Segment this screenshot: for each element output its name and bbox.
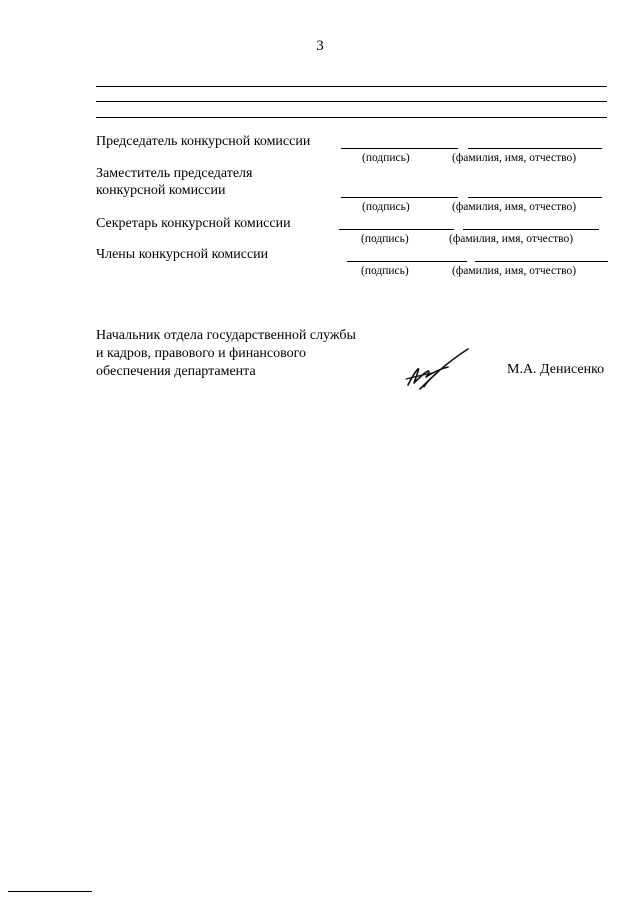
deputy-signature-caption: (подпись) [362, 201, 410, 213]
signer-position-line1: Начальник отдела государственной службы [96, 328, 356, 343]
secretary-label: Секретарь конкурсной комиссии [96, 216, 291, 231]
members-name-caption: (фамилия, имя, отчество) [452, 265, 577, 277]
deputy-label-line2: конкурсной комиссии [96, 183, 226, 198]
page-number: 3 [316, 38, 324, 54]
signer-position-line3: обеспечения департамента [96, 364, 256, 379]
signer-name: М.А. Денисенко [507, 362, 605, 377]
deputy-signature-blank [341, 197, 458, 198]
deputy-name-blank [468, 197, 602, 198]
deputy-name-caption: (фамилия, имя, отчество) [452, 201, 577, 213]
signer-position [96, 327, 356, 381]
chairman-signature-caption: (подпись) [362, 152, 410, 164]
members-name-blank [475, 261, 608, 262]
members-signature-caption: (подпись) [361, 265, 409, 277]
deputy-label-line1: Заместитель председателя [96, 166, 253, 181]
members-signature-blank [347, 261, 467, 262]
blank-line-3 [96, 117, 607, 118]
chairman-signature-blank [341, 148, 458, 149]
secretary-name-caption: (фамилия, имя, отчество) [449, 233, 574, 245]
secretary-name-blank [463, 229, 599, 230]
chairman-label: Председатель конкурсной комиссии [96, 134, 311, 149]
secretary-signature-caption: (подпись) [361, 233, 409, 245]
blank-line-1 [96, 86, 607, 87]
footnote-divider [8, 891, 92, 892]
secretary-signature-blank [339, 229, 454, 230]
signer-position-line2: и кадров, правового и финансового [96, 346, 307, 361]
chairman-name-caption: (фамилия, имя, отчество) [452, 152, 577, 164]
members-label: Члены конкурсной комиссии [96, 247, 269, 262]
handwritten-signature [402, 347, 472, 391]
blank-line-2 [96, 101, 607, 102]
chairman-name-blank [468, 148, 602, 149]
